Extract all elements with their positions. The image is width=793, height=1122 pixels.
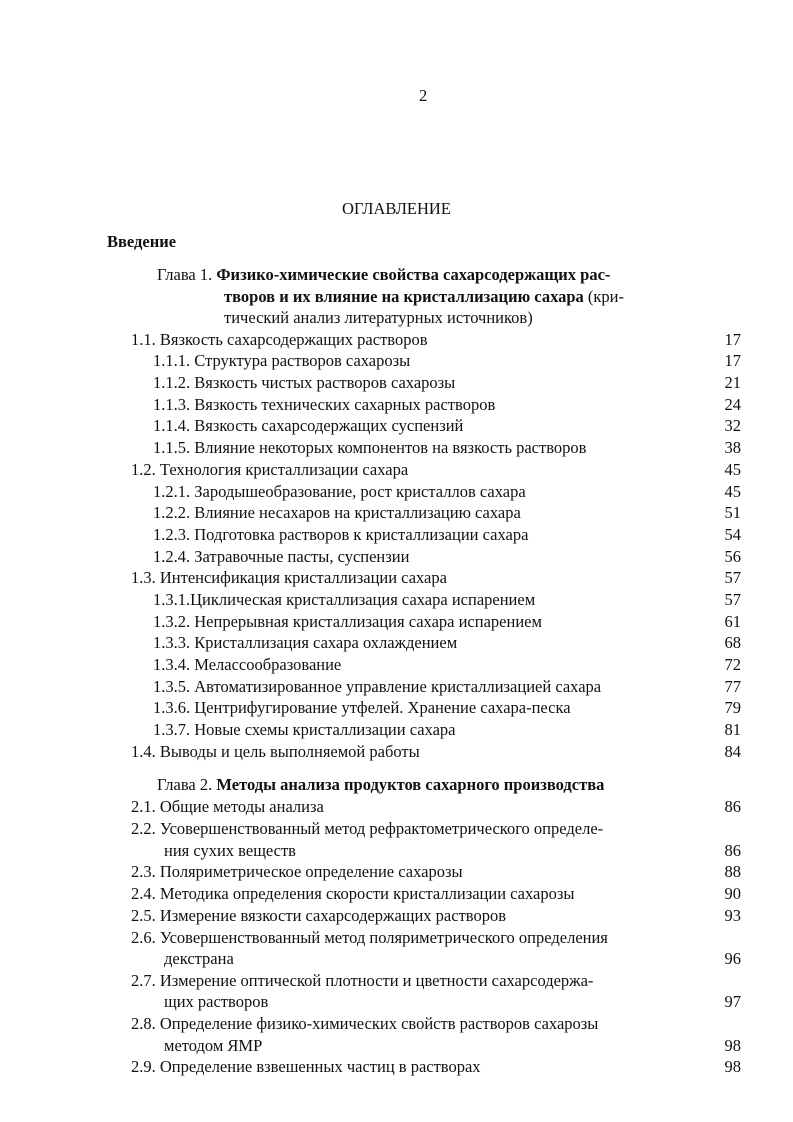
toc-entry: 2.9. Определение взвешенных частиц в растворах <box>131 1057 481 1076</box>
toc-entry: 1.3. Интенсификация кристаллизации сахара <box>131 568 447 587</box>
toc-entry-continuation: декстрана <box>164 949 234 968</box>
toc-entry: 1.3.5. Автоматизированное управление кристаллизацией сахара <box>153 677 602 696</box>
chapter1-title-part2: творов и их влияние на кристаллизацию сахара <box>224 287 584 306</box>
toc-page-number: 68 <box>724 633 741 652</box>
toc-page-number: 97 <box>724 992 741 1011</box>
toc-entry: 1.2.4. Затравочные пасты, суспензии <box>153 547 410 566</box>
toc-page-number: 86 <box>724 841 741 860</box>
chapter1-title-part1: Физико-химические свойства сахарсодержащих рас- <box>216 265 611 284</box>
toc-page-number: 79 <box>724 698 741 717</box>
chapter1-heading-line1 <box>157 267 610 284</box>
toc-page-number: 98 <box>724 1036 741 1055</box>
toc-entry: 2.7. Измерение оптической плотности и цветности сахарсодержа- <box>131 971 594 990</box>
toc-entry: 2.3. Поляриметрическое определение сахарозы <box>131 862 463 881</box>
toc-page-number: 84 <box>724 742 741 761</box>
toc-page-number: 61 <box>724 612 741 631</box>
toc-entry: 1.2.3. Подготовка растворов к кристаллизации сахара <box>153 525 529 544</box>
toc-entry: 2.8. Определение физико-химических свойств растворов сахарозы <box>131 1014 599 1033</box>
toc-page-number: 54 <box>724 525 741 544</box>
intro-entry <box>107 234 176 251</box>
toc-page-number: 38 <box>724 438 741 457</box>
chapter2-prefix: Глава 2. <box>157 775 217 794</box>
toc-entry: 1.1.3. Вязкость технических сахарных растворов <box>153 395 496 414</box>
toc-page-number: 56 <box>724 547 741 566</box>
toc-page-number: 93 <box>724 906 741 925</box>
toc-entry: 1.3.7. Новые схемы кристаллизации сахара <box>153 720 456 739</box>
chapter1-title-part3: (кри- <box>583 287 625 306</box>
toc-entry: 1.4. Выводы и цель выполняемой работы <box>131 742 420 761</box>
page-number: 2 <box>419 86 428 105</box>
toc-entry: 1.2.1. Зародышеобразование, рост кристаллов сахара <box>153 482 526 501</box>
toc-entry: 2.5. Измерение вязкости сахарсодержащих растворов <box>131 906 507 925</box>
toc-page-number: 32 <box>724 416 741 435</box>
toc-page-number: 86 <box>724 797 741 816</box>
toc-page-number: 45 <box>724 482 741 501</box>
toc-entry: 2.1. Общие методы анализа <box>131 797 324 816</box>
toc-entry: 1.1.1. Структура растворов сахарозы <box>153 351 411 370</box>
chapter1-prefix: Глава 1. <box>157 265 217 284</box>
toc-entry-continuation: щих растворов <box>164 992 269 1011</box>
toc-entry: 1.3.1.Циклическая кристаллизация сахара испарением <box>153 590 536 609</box>
toc-page-number: 81 <box>724 720 741 739</box>
toc-page-number: 57 <box>724 568 741 587</box>
intro-label: Введение <box>107 232 177 251</box>
toc-page-number: 72 <box>724 655 741 674</box>
toc-page-number: 21 <box>724 373 741 392</box>
toc-entry: 1.2.2. Влияние несахаров на кристаллизацию сахара <box>153 503 521 522</box>
toc-entry: 1.1.2. Вязкость чистых растворов сахарозы <box>153 373 456 392</box>
toc-entry-continuation: ния сухих веществ <box>164 841 296 860</box>
toc-entry: 1.3.3. Кристаллизация сахара охлаждением <box>153 633 458 652</box>
toc-page-number: 90 <box>724 884 741 903</box>
toc-entry: 1.3.2. Непрерывная кристаллизация сахара испарением <box>153 612 542 631</box>
toc-entry: 2.2. Усовершенствованный метод рефрактометрического определе- <box>131 819 604 838</box>
toc-page-number: 77 <box>724 677 741 696</box>
chapter1-heading-line3 <box>224 310 533 327</box>
chapter2-heading <box>157 777 604 794</box>
toc-entry: 1.3.4. Мелассообразование <box>153 655 342 674</box>
toc-page-number: 98 <box>724 1057 741 1076</box>
toc-entry: 1.3.6. Центрифугирование утфелей. Хранение сахара-песка <box>153 698 571 717</box>
chapter1-title-part4: тический анализ литературных источников) <box>224 308 533 327</box>
toc-page-number: 45 <box>724 460 741 479</box>
toc-page-number: 51 <box>724 503 741 522</box>
toc-entry: 1.1.4. Вязкость сахарсодержащих суспензий <box>153 416 464 435</box>
toc-entry: 2.4. Методика определения скорости кристаллизации сахарозы <box>131 884 575 903</box>
toc-heading: ОГЛАВЛЕНИЕ <box>342 199 451 218</box>
toc-page-number: 57 <box>724 590 741 609</box>
toc-entry-continuation: методом ЯМР <box>164 1036 263 1055</box>
toc-page-number: 24 <box>724 395 741 414</box>
toc-page-number: 96 <box>724 949 741 968</box>
toc-entry: 1.1. Вязкость сахарсодержащих растворов <box>131 330 428 349</box>
toc-entry: 2.6. Усовершенствованный метод поляриметрического определения <box>131 928 608 947</box>
chapter1-heading-line2 <box>224 289 624 306</box>
toc-page-number: 17 <box>724 351 741 370</box>
toc-entry: 1.2. Технология кристаллизации сахара <box>131 460 409 479</box>
toc-entry: 1.1.5. Влияние некоторых компонентов на вязкость растворов <box>153 438 587 457</box>
chapter2-title: Методы анализа продуктов сахарного производства <box>216 775 605 794</box>
toc-page-number: 88 <box>724 862 741 881</box>
toc-page-number: 17 <box>724 330 741 349</box>
